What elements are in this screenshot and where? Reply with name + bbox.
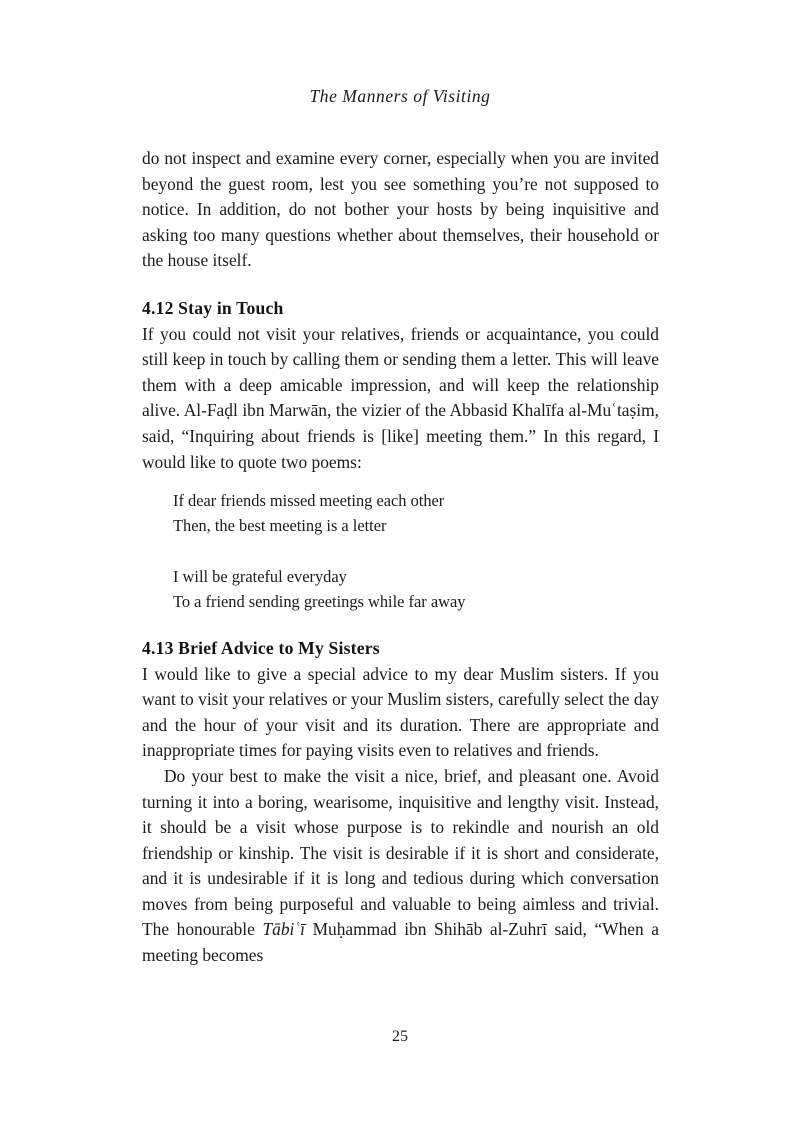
running-header: The Manners of Visiting: [309, 86, 491, 106]
text-column: [142, 146, 659, 969]
section-4-12-paragraph: If you could not visit your relatives, friends or acquaintance, you could still keep in touch by calling them or sending them a letter. This will leave them with a deep amicable impression, and will keep the relationship alive. Al-Faḍl ibn Marwān, the vizier of the Abbasid Khalīfa al-Muʿtaṣim, said, “Inquiring about friends is [like] meeting them.” In this regard, I would like to quote two poems:: [142, 323, 659, 472]
page-number: 25: [392, 1028, 408, 1045]
spacer: [142, 539, 659, 564]
paragraph-continued: do not inspect and examine every corner, especially when you are invited beyond the guest room, lest you see something you’re not supposed to notice. In addition, do not bother your hosts by being inquisitive and asking too many questions whether about themselves, their household or the house itself.: [142, 148, 659, 271]
section-4-13-paragraph-2: [142, 764, 659, 969]
section-4-13-paragraph-1: I would like to give a special advice to my dear Muslim sisters. If you want to visit your relatives or your Muslim sisters, carefully select the day and the hour of your visit and its duration. There are appropriate and inappropriate times for paying visits even to relatives and friends.: [142, 663, 659, 761]
poem-line: To a friend sending greetings while far away: [173, 591, 466, 611]
section-heading-4-12: 4.12 Stay in Touch: [142, 297, 284, 318]
poem-first: [142, 488, 659, 538]
section-heading-4-13: 4.13 Brief Advice to My Sisters: [142, 637, 380, 658]
poem-line: I will be grateful everyday: [173, 566, 347, 586]
poem-second: [142, 564, 659, 614]
transliterated-term-tabii: Tābiʿī: [262, 919, 305, 940]
poem-line: Then, the best meeting is a letter: [173, 516, 387, 536]
paragraph-2-text-part-1: Do your best to make the visit a nice, brief, and pleasant one. Avoid turning it into a boring, wearisome, inquisitive and lengthy visit. Instead, it should be a visit whose purpose is to rekindle and nourish an old friendship or kinship. The visit is desirable if it is short and considerate, and it is undesirable if it is long and tedious during which conversation moves from being purposeful and valuable to being aimless and trivial. The honourable: [142, 765, 659, 940]
poem-line: If dear friends missed meeting each other: [173, 491, 445, 511]
spacer: [142, 475, 659, 488]
paragraph-2-text-part-2: Muḥammad ibn Shihāb al-Zuhrī said, “When a meeting becomes: [142, 919, 659, 966]
spacer: [142, 274, 659, 296]
spacer: [142, 614, 659, 636]
